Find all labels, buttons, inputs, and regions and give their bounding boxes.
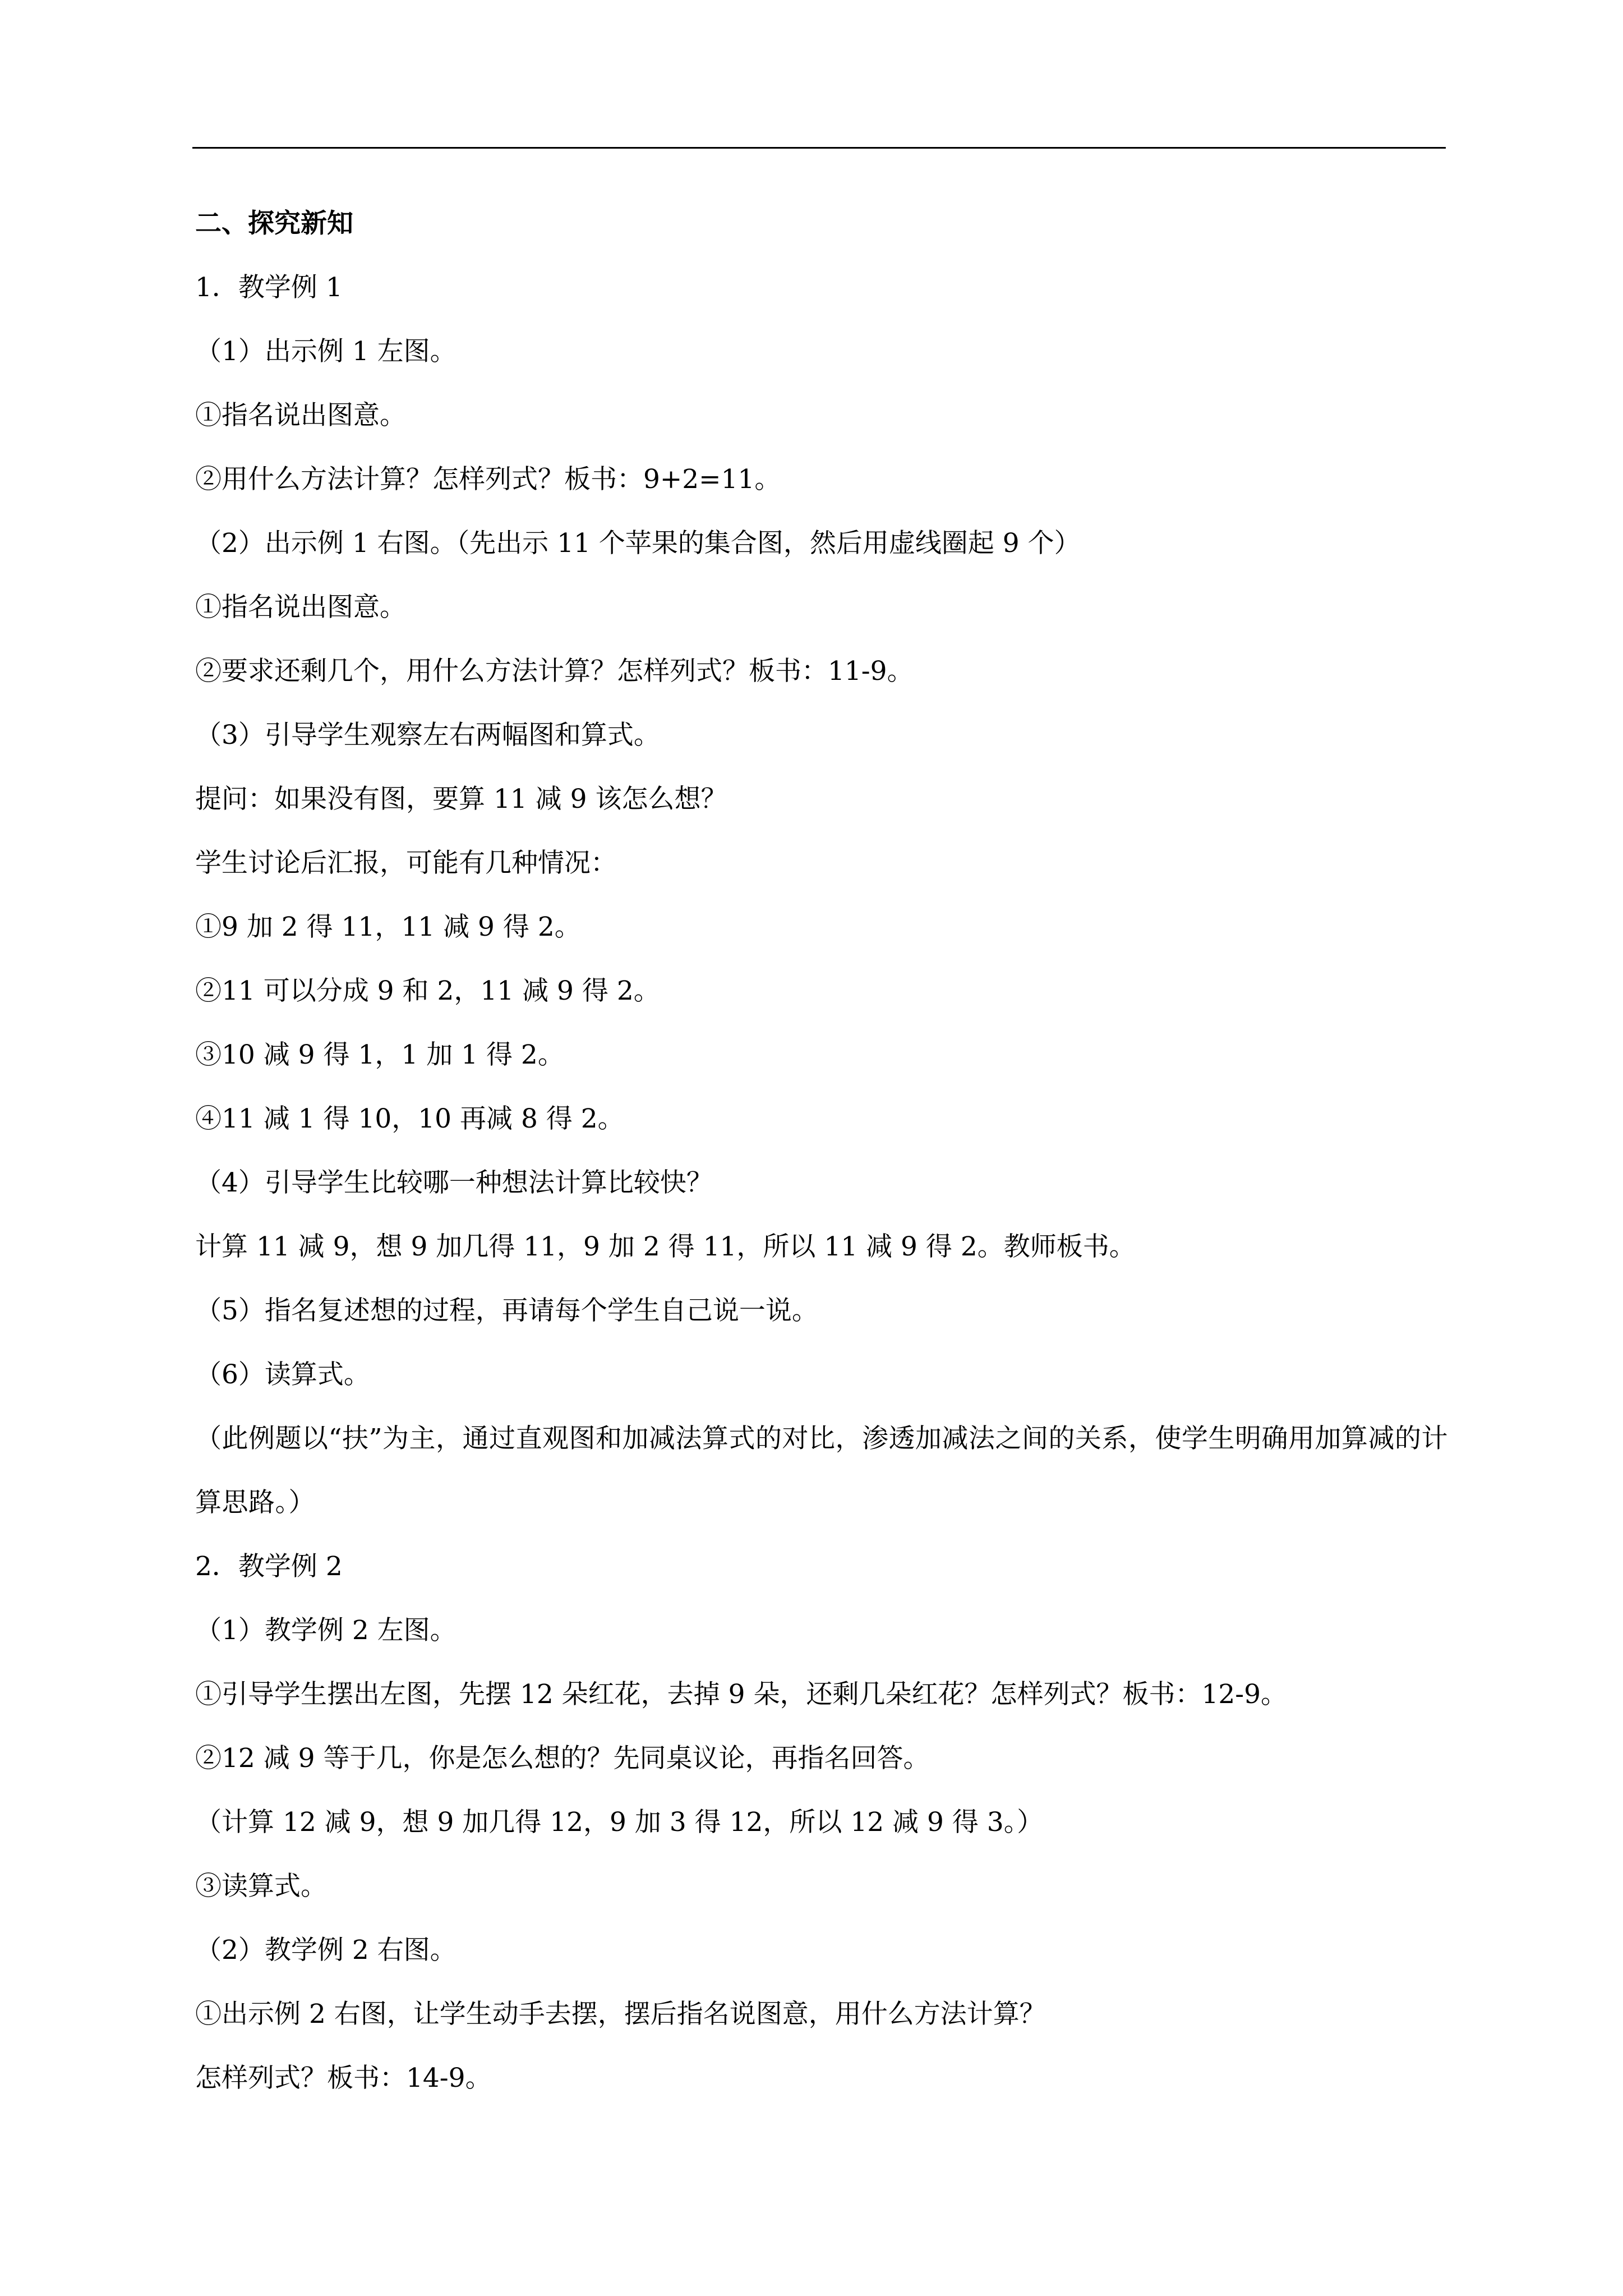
paragraph: （3）引导学生观察左右两幅图和算式。 bbox=[195, 720, 660, 751]
subsection-heading: 2．教学例 2 bbox=[195, 1551, 343, 1582]
section-heading: 二、探究新知 bbox=[195, 208, 353, 239]
paragraph: （5）指名复述想的过程，再请每个学生自己说一说。 bbox=[195, 1295, 818, 1326]
paragraph: （2）教学例 2 右图。 bbox=[195, 1935, 457, 1966]
paragraph: （2）出示例 1 右图。（先出示 11 个苹果的集合图，然后用虚线圈起 9 个） bbox=[195, 528, 1081, 559]
paragraph: 计算 11 减 9，想 9 加几得 11，9 加 2 得 11，所以 11 减 9 得 2。教师板书。 bbox=[195, 1231, 1136, 1262]
paragraph: ②11 可以分成 9 和 2，11 减 9 得 2。 bbox=[195, 976, 660, 1006]
subsection-heading: 1．教学例 1 bbox=[195, 272, 343, 303]
paragraph: 提问：如果没有图，要算 11 减 9 该怎么想？ bbox=[195, 784, 727, 815]
paragraph: （4）引导学生比较哪一种想法计算比较快？ bbox=[195, 1167, 713, 1198]
paragraph: ①出示例 2 右图，让学生动手去摆，摆后指名说图意，用什么方法计算？ bbox=[195, 1999, 1046, 2030]
paragraph: （计算 12 减 9，想 9 加几得 12，9 加 3 得 12，所以 12 减 9 得 3。） bbox=[195, 1807, 1044, 1838]
paragraph: ①指名说出图意。 bbox=[195, 592, 406, 623]
paragraph: ②用什么方法计算？怎样列式？板书：9+2=11。 bbox=[195, 464, 781, 495]
paragraph: ③10 减 9 得 1，1 加 1 得 2。 bbox=[195, 1039, 564, 1070]
paragraph: （1）出示例 1 左图。 bbox=[195, 336, 457, 367]
paragraph: ①指名说出图意。 bbox=[195, 400, 406, 431]
paragraph: ②要求还剩几个，用什么方法计算？怎样列式？板书：11-9。 bbox=[195, 656, 914, 687]
header-rule bbox=[192, 147, 1446, 149]
paragraph: （1）教学例 2 左图。 bbox=[195, 1615, 457, 1646]
paragraph-note: （此例题以“扶”为主，通过直观图和加减法算式的对比，渗透加减法之间的关系，使学生明确用加算减的计算思路。） bbox=[195, 1423, 1449, 1518]
paragraph: ②12 减 9 等于几，你是怎么想的？先同桌议论，再指名回答。 bbox=[195, 1743, 930, 1774]
paragraph: ①引导学生摆出左图，先摆 12 朵红花，去掉 9 朵，还剩几朵红花？怎样列式？板书：12-9。 bbox=[195, 1679, 1288, 1710]
paragraph: （6）读算式。 bbox=[195, 1359, 370, 1390]
paragraph: ①9 加 2 得 11，11 减 9 得 2。 bbox=[195, 912, 581, 942]
paragraph: 怎样列式？板书：14-9。 bbox=[195, 2063, 492, 2093]
paragraph: 学生讨论后汇报，可能有几种情况： bbox=[195, 848, 617, 878]
paragraph: ④11 减 1 得 10，10 再减 8 得 2。 bbox=[195, 1103, 624, 1134]
document-body bbox=[195, 208, 1451, 2126]
paragraph: ③读算式。 bbox=[195, 1871, 327, 1902]
